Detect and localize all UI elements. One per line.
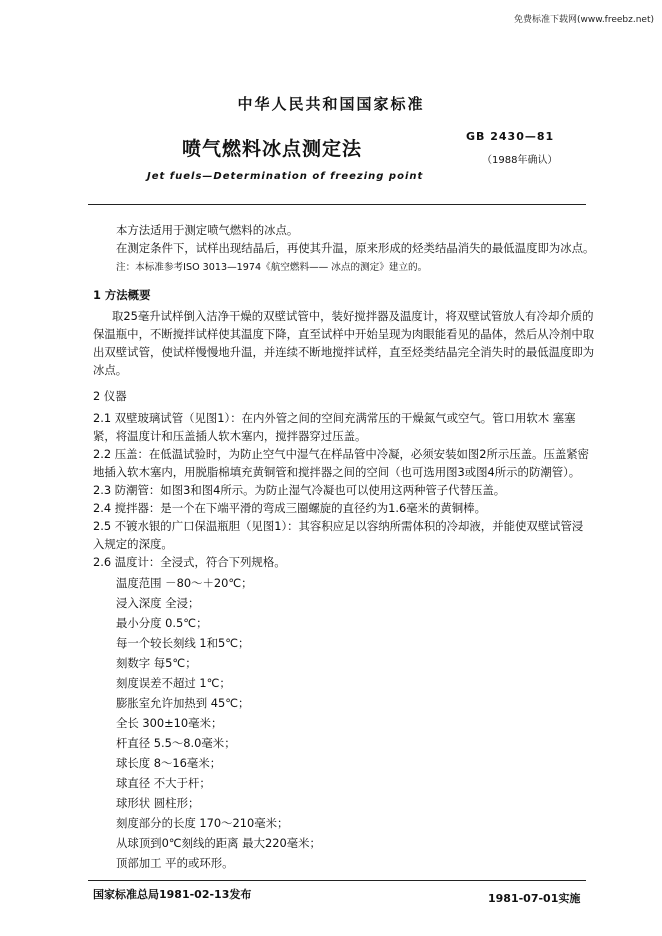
standard-organization: 中华人民共和国国家标准 xyxy=(237,95,425,113)
effective-date: 1981-07-01实施 xyxy=(488,892,581,905)
header-divider xyxy=(88,204,586,205)
confirmation-year: （1988年确认） xyxy=(482,155,558,166)
section-1-line: 出双壁试管，使试样慢慢地升温，并连续不断地搅拌试样，直至烃类结晶完全消失时的最低温度即为 xyxy=(93,345,595,359)
spec-item: 球形状 圆柱形； xyxy=(116,796,200,810)
spec-item: 刻度误差不超过 1℃； xyxy=(116,676,231,690)
section-1-line: 保温瓶中，不断搅拌试样使其温度下降，直至试样中开始呈现为肉眼能看见的晶体，然后从冷剂中取 xyxy=(93,327,595,341)
intro-note: 注：本标准参考ISO 3013—1974《航空燃料—— 冰点的测定》建立的。 xyxy=(116,262,428,273)
spec-item: 杆直径 5.5～8.0毫米； xyxy=(116,736,236,750)
section-2-line: 2.3 防潮管：如图3和图4所示。为防止湿气冷凝也可以使用这两种管子代替压盖。 xyxy=(93,483,506,497)
section-2-line: 2.5 不镀水银的广口保温瓶胆（见图1）：其容积应足以容纳所需体积的冷却液，并能使双壁试管浸 xyxy=(93,519,584,533)
section-2-line: 2.6 温度计：全浸式，符合下列规格。 xyxy=(93,555,286,569)
intro-definition: 在测定条件下，试样出现结晶后，再使其升温，原来形成的烃类结晶消失的最低温度即为冰点。 xyxy=(116,241,595,255)
section-2-line: 2.4 搅拌器：是一个在下端平滑的弯成三圈螺旋的直径约为1.6毫米的黄铜棒。 xyxy=(93,501,486,515)
issue-date: 国家标准总局1981-02-13发布 xyxy=(93,888,252,901)
section-2-heading: 2 仪器 xyxy=(93,389,127,403)
site-watermark: 免费标准下载网(www.freebz.net) xyxy=(514,15,654,25)
spec-item: 球直径 不大于杆； xyxy=(116,776,211,790)
section-1-line: 取25毫升试样倒入洁净干燥的双壁试管中，装好搅拌器及温度计，将双壁试管放人有冷却介质的 xyxy=(112,309,594,323)
section-1-heading: 1 方法概要 xyxy=(93,288,151,302)
intro-scope: 本方法适用于测定喷气燃料的冰点。 xyxy=(116,223,299,237)
spec-item: 膨胀室允许加热到 45℃； xyxy=(116,696,250,710)
spec-item: 全长 300±10毫米； xyxy=(116,716,223,730)
section-2-line: 入规定的深度。 xyxy=(93,537,173,551)
spec-item: 从球顶到0℃刻线的距离 最大220毫米； xyxy=(116,836,321,850)
section-2-line: 2.1 双壁玻璃试管（见图1）：在内外管之间的空间充满常压的干燥氮气或空气。管口用软木 塞塞 xyxy=(93,411,576,425)
spec-item: 刻度部分的长度 170～210毫米； xyxy=(116,816,289,830)
section-2-line: 地插入软木塞内，用脱脂棉填充黄铜管和搅拌器之间的空间（也可选用图3或图4所示的防潮管）。 xyxy=(93,465,581,479)
spec-item: 温度范围 －80～＋20℃； xyxy=(116,576,253,590)
standard-code: GB 2430—81 xyxy=(466,130,555,143)
footer-divider xyxy=(88,880,586,881)
section-1-line: 冰点。 xyxy=(93,363,128,377)
section-2-line: 紧，将温度计和压盖插人软木塞内，搅拌器穿过压盖。 xyxy=(93,429,367,443)
spec-item: 顶部加工 平的或环形。 xyxy=(116,856,234,870)
spec-item: 最小分度 0.5℃； xyxy=(116,616,208,630)
spec-item: 浸入深度 全浸； xyxy=(116,596,200,610)
spec-item: 刻数字 每5℃； xyxy=(116,656,197,670)
spec-item: 每一个较长刻线 1和5℃； xyxy=(116,636,250,650)
document-title-en: Jet fuels—Determination of freezing point xyxy=(147,171,424,182)
document-title-cn: 喷气燃料冰点测定法 xyxy=(182,138,363,160)
spec-item: 球长度 8～16毫米； xyxy=(116,756,222,770)
section-2-line: 2.2 压盖：在低温试验时，为防止空气中湿气在样品管中冷凝，必须安装如图2所示压盖。压盖紧密 xyxy=(93,447,590,461)
